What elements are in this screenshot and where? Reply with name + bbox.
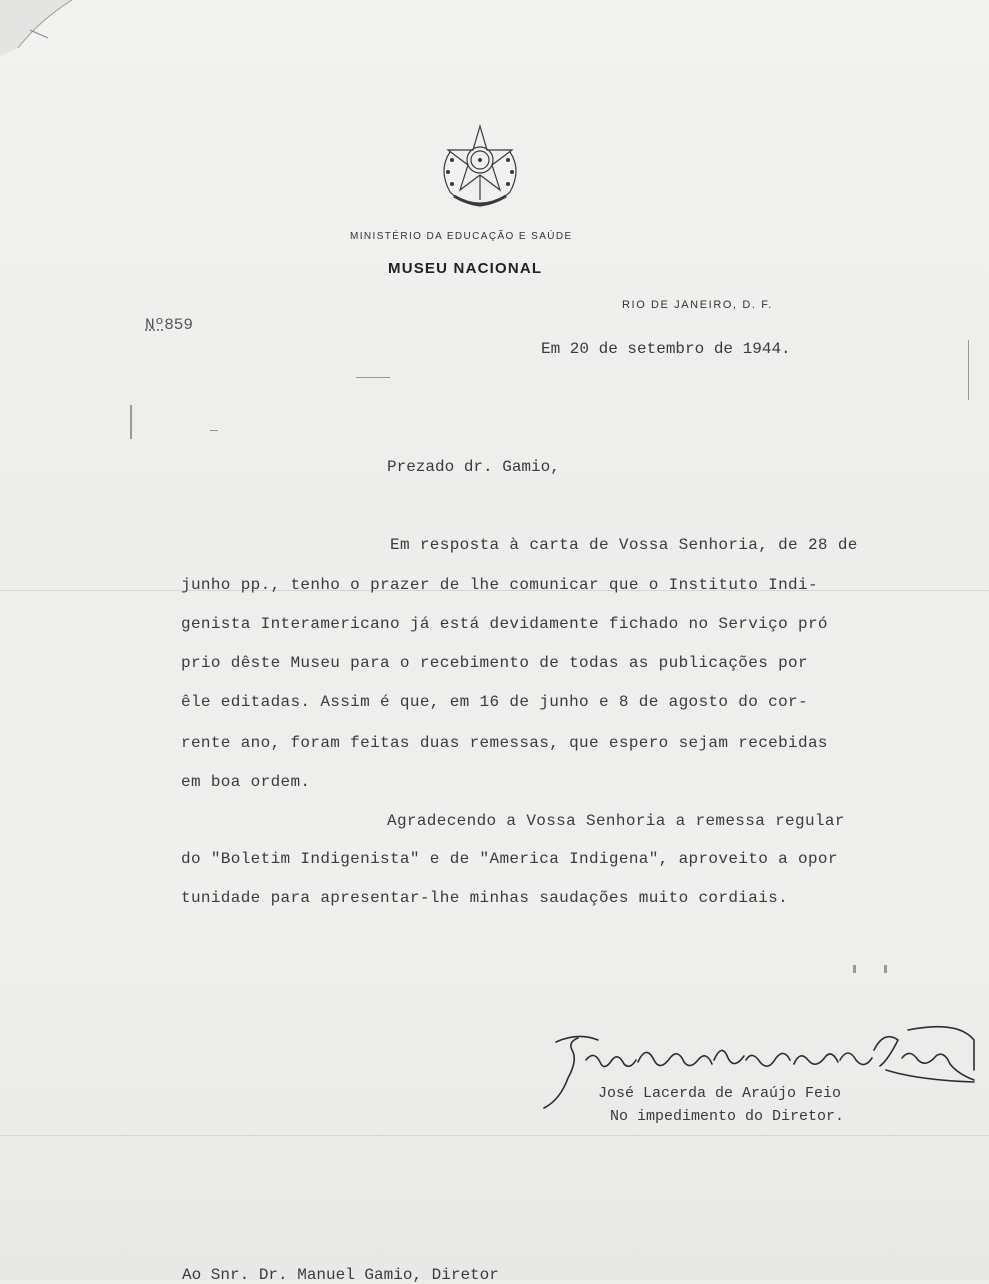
paper-blemish bbox=[853, 965, 856, 973]
paper-blemish bbox=[130, 405, 132, 439]
body-line: rente ano, foram feitas duas remessas, que espero sejam recebidas bbox=[181, 734, 828, 752]
reference-prefix: Nº bbox=[145, 316, 165, 334]
body-line: do "Boletim Indigenista" e de "America Indigena", aproveito a opor bbox=[181, 850, 838, 868]
institution-name: MUSEU NACIONAL bbox=[388, 260, 543, 277]
coat-of-arms-emblem bbox=[432, 120, 528, 216]
body-line: tunidade para apresentar-lhe minhas saudações muito cordiais. bbox=[181, 889, 789, 907]
signatory-role: No impedimento do Diretor. bbox=[610, 1108, 845, 1125]
signatory-name: José Lacerda de Araújo Feio bbox=[598, 1085, 842, 1102]
body-line: genista Interamericano já está devidamente fichado no Serviço pró bbox=[181, 615, 828, 633]
body-line: êle editadas. Assim é que, em 16 de junho e 8 de agosto do cor- bbox=[181, 693, 808, 711]
salutation: Prezado dr. Gamio, bbox=[387, 458, 560, 476]
letter-date: Em 20 de setembro de 1944. bbox=[541, 340, 791, 358]
body-line: Agradecendo a Vossa Senhoria a remessa regular bbox=[387, 812, 845, 830]
body-line: prio dêste Museu para o recebimento de todas as publicações por bbox=[181, 654, 808, 672]
reference-number bbox=[145, 316, 193, 334]
paper-blemish bbox=[356, 377, 390, 378]
body-line: em boa ordem. bbox=[181, 773, 311, 791]
reference-value: 859 bbox=[164, 316, 194, 334]
fold-line bbox=[0, 1135, 989, 1136]
body-line: junho pp., tenho o prazer de lhe comunicar que o Instituto Indi- bbox=[181, 576, 818, 594]
addressee-line: Ao Snr. Dr. Manuel Gamio, Diretor bbox=[182, 1266, 499, 1284]
paper-blemish bbox=[968, 340, 969, 400]
paper-blemish bbox=[884, 965, 887, 973]
torn-corner-mark bbox=[0, 0, 80, 60]
paper-blemish bbox=[210, 430, 218, 431]
body-line: Em resposta à carta de Vossa Senhoria, de 28 de bbox=[390, 536, 858, 554]
ministry-header: MINISTÉRIO DA EDUCAÇÃO E SAÚDE bbox=[350, 231, 573, 242]
city-header: RIO DE JANEIRO, D. F. bbox=[622, 299, 773, 311]
